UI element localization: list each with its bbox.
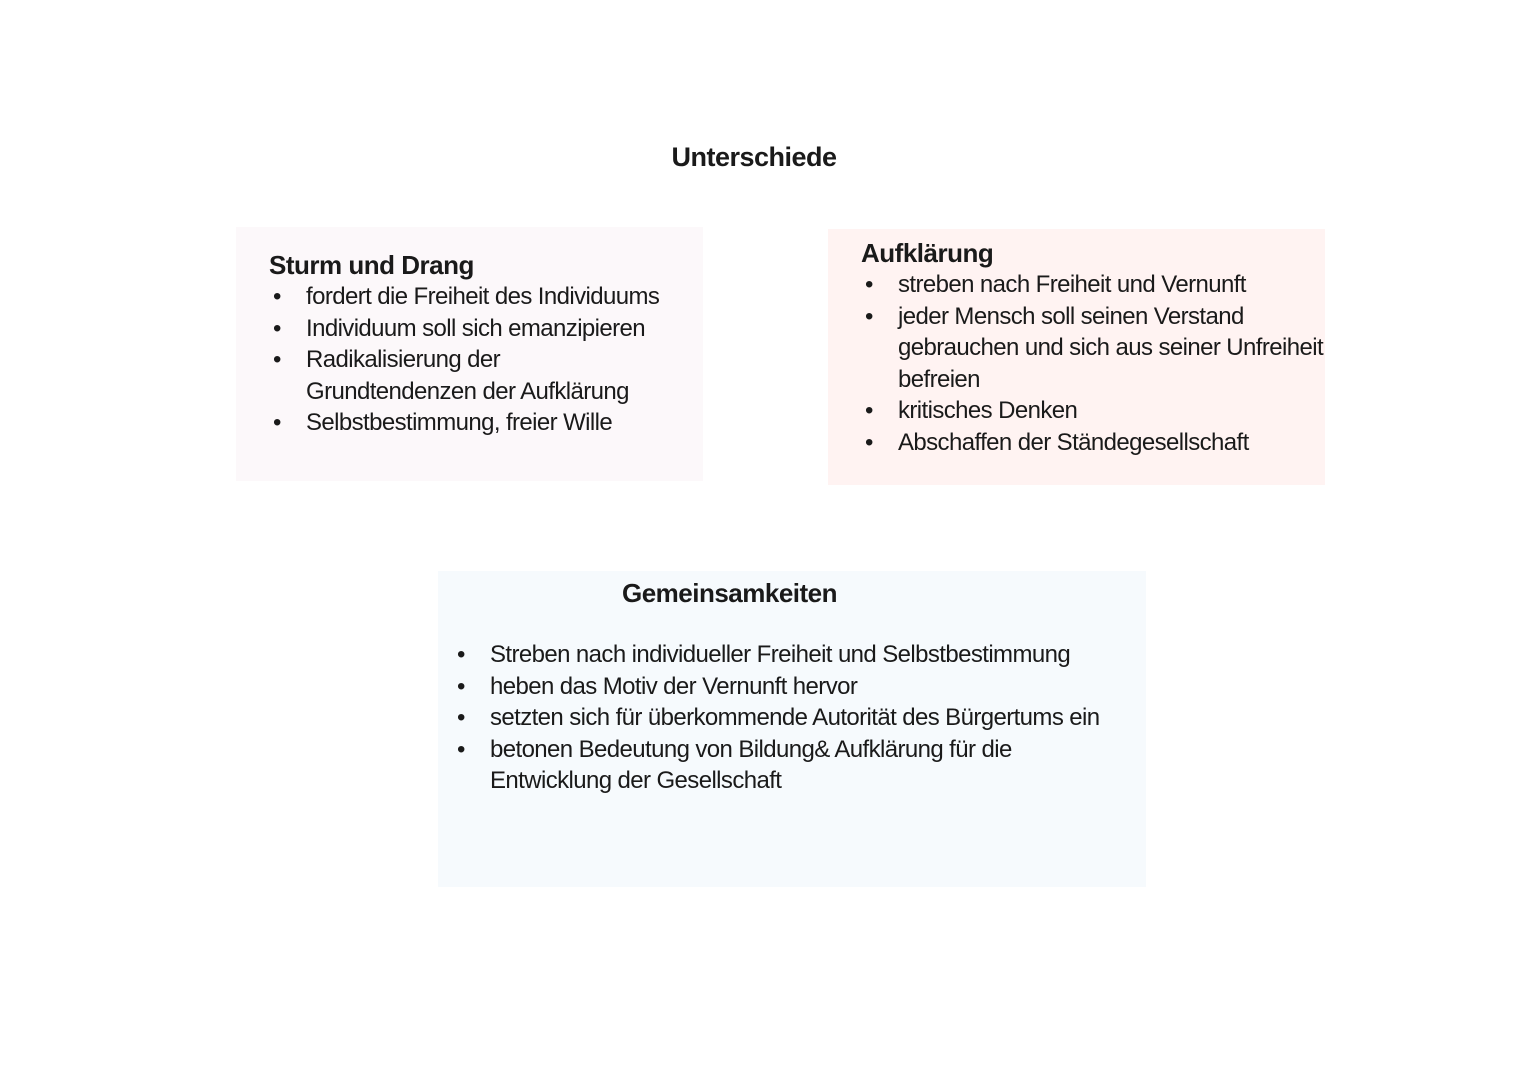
- aufklaerung-box: [828, 229, 1325, 485]
- list-item-text: Selbstbestimmung, freier Wille: [306, 409, 613, 437]
- list-item: [861, 301, 1323, 396]
- bullet-icon: •: [457, 641, 465, 668]
- bullet-icon: •: [865, 302, 873, 330]
- list-item-text: jeder Mensch soll seinen Verstand gebrauchen und sich aus seiner Unfreiheit befreien: [898, 302, 1324, 393]
- list-item-text: fordert die Freiheit des Individuums: [306, 283, 660, 310]
- bullet-icon: •: [865, 271, 873, 298]
- bullet-icon: •: [273, 346, 281, 374]
- gemeinsamkeiten-box: [438, 571, 1146, 887]
- list-item: [453, 639, 1126, 671]
- bullet-icon: •: [273, 283, 281, 310]
- sturm-und-drang-box: [236, 227, 703, 481]
- list-item: [861, 269, 1325, 301]
- list-item-text: betonen Bedeutung von Bildung& Aufklärung für die Entwicklung der Gesellschaft: [490, 735, 1012, 795]
- list-item-text: Streben nach individueller Freiheit und Selbstbestimmung: [490, 641, 1071, 668]
- bullet-icon: •: [273, 314, 281, 342]
- bullet-icon: •: [457, 672, 465, 700]
- list-item: [269, 407, 683, 439]
- bullet-icon: •: [865, 397, 873, 425]
- sturm-und-drang-list: [269, 281, 683, 439]
- bullet-icon: •: [457, 704, 465, 732]
- list-item-text: Abschaffen der Ständegesellschaft: [898, 428, 1249, 456]
- list-item-text: streben nach Freiheit und Vernunft: [898, 271, 1246, 298]
- bullet-icon: •: [865, 428, 873, 456]
- list-item: [453, 671, 1126, 703]
- list-item: [269, 313, 683, 345]
- aufklaerung-list: [861, 269, 1325, 459]
- list-item: [861, 395, 1325, 427]
- bullet-icon: •: [457, 735, 465, 763]
- list-item: [453, 734, 1070, 797]
- sturm-und-drang-title: Sturm und Drang: [269, 250, 474, 280]
- list-item-text: setzten sich für überkommende Autorität des Bürgertums ein: [490, 704, 1100, 732]
- list-item-text: Radikalisierung der Grundtendenzen der Aufklärung: [306, 346, 629, 405]
- list-item: [269, 281, 683, 313]
- list-item-text: heben das Motiv der Vernunft hervor: [490, 672, 858, 700]
- list-item-text: Individuum soll sich emanzipieren: [306, 314, 646, 342]
- list-item: [861, 427, 1325, 459]
- list-item: [269, 344, 636, 407]
- bullet-icon: •: [273, 409, 281, 437]
- list-item: [453, 702, 1100, 734]
- page-title: Unterschiede: [671, 142, 837, 172]
- gemeinsamkeiten-list: [453, 639, 1126, 797]
- aufklaerung-title: Aufklärung: [861, 238, 994, 268]
- list-item-text: kritisches Denken: [898, 397, 1078, 425]
- gemeinsamkeiten-title: Gemeinsamkeiten: [621, 578, 838, 608]
